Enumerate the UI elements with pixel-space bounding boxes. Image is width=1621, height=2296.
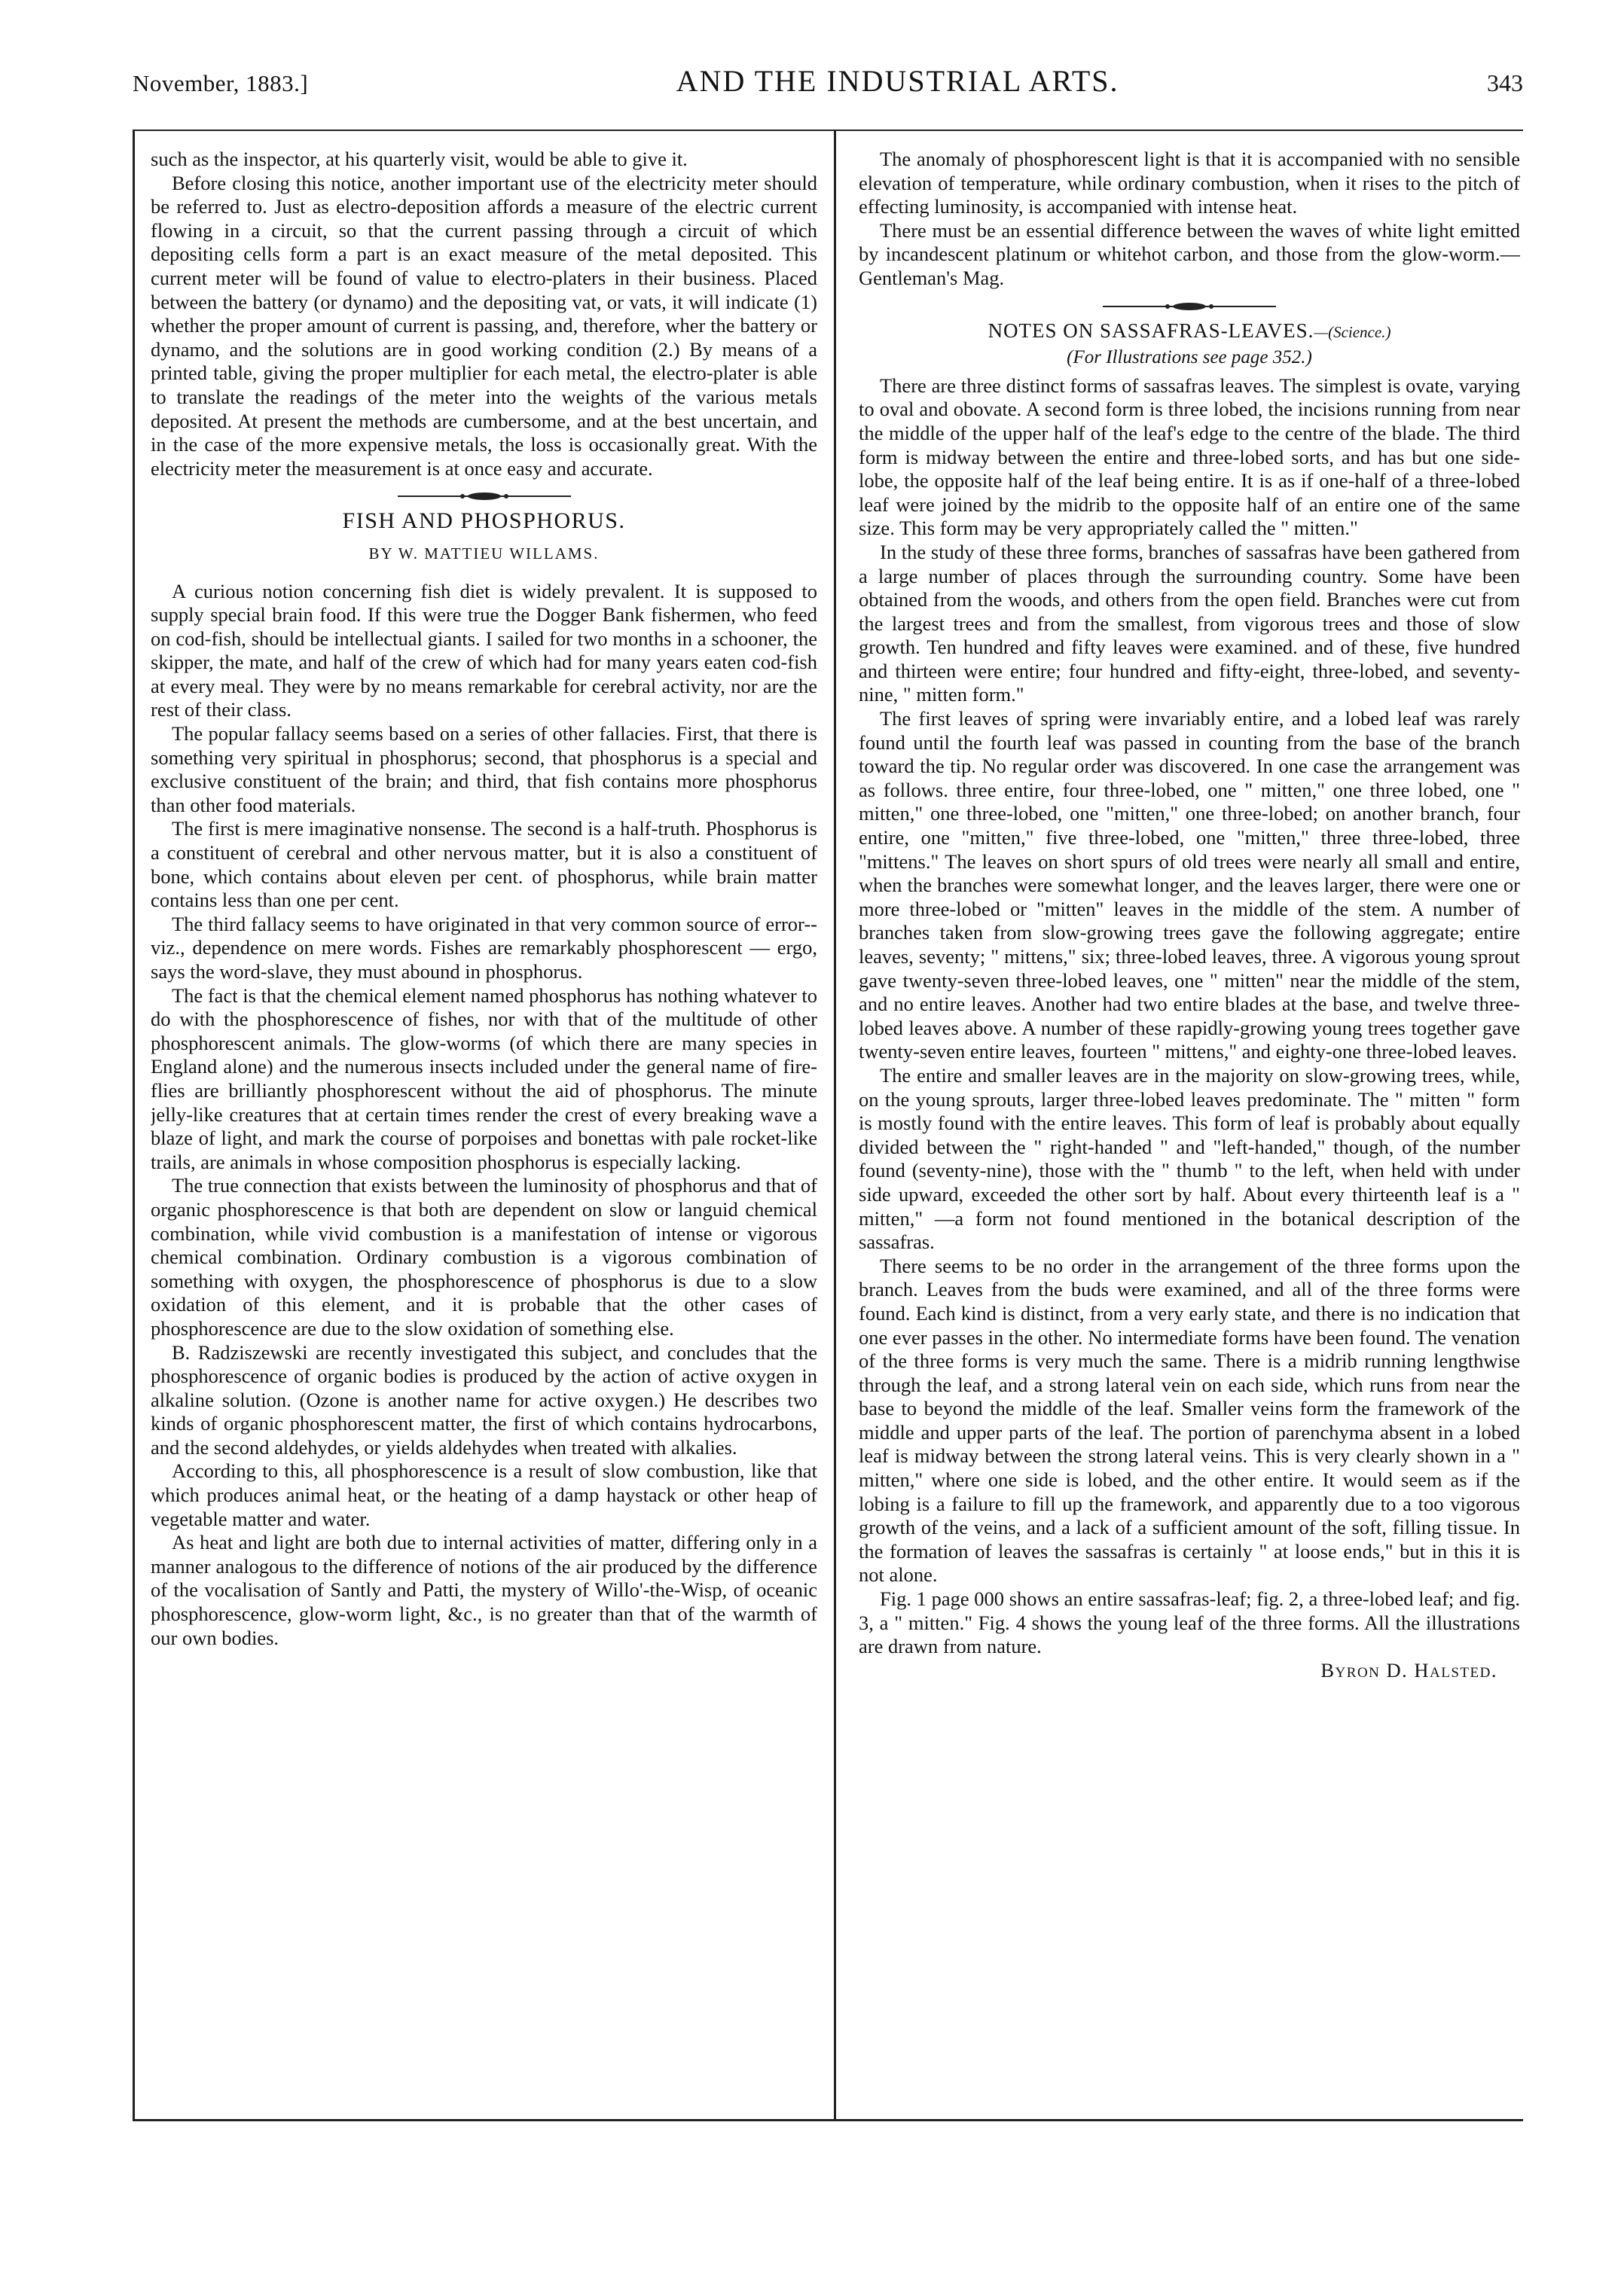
paragraph: There seems to be no order in the arrangement of the three forms upon the branch. Leaves from the buds were examined, and all of the three forms were found. Each kind is distinct, from a very early state, and there is no indication that one ever passes in the other. No intermediate forms have been found. The venation of the three forms is very much the same. There is a midrib running lengthwise through the leaf, and a strong lateral vein on each side, which runs from near the base to beyond the middle of the leaf. Smaller veins form the framework of the middle and upper parts of the leaf. The portion of parenchyma absent in a lobed leaf is midway between the strong lateral veins. This is very clearly shown in a " mitten," where one side is lobed, and the other entire. It would seem as if the lobing is a failure to fill up the framework, and apparently due to a too vigorous growth of the veins, and a lack of a sufficient amount of the soft, filling tissue. In the formation of leaves the sassafras is certainly " at loose ends," but in this it is not alone. <box>859 1254 1520 1587</box>
right-column <box>859 148 1520 2113</box>
paragraph: The true connection that exists between the luminosity of phosphorus and that of organic phosphorescence is that both are dependent on slow or languid chemical combination, while vivid combustion is a manifestation of intense or vigorous chemical combination. Ordinary combustion is a vigorous combination of something with oxygen, the phosphorescence of phosphorus is due to a slow oxidation of this element, and it is probable that the other cases of phosphorescence are due to the slow oxidation of something else. <box>151 1174 817 1340</box>
paragraph: Fig. 1 page 000 shows an entire sassafras-leaf; fig. 2, a three-lobed leaf; and fig. 3, a " mitten." Fig. 4 shows the young leaf of the three forms. All the illustrations are drawn from nature. <box>859 1587 1520 1658</box>
article-source: —(Science.) <box>1314 322 1391 341</box>
article-title-text: NOTES ON SASSAFRAS-LEAVES. <box>988 319 1314 342</box>
ornamental-divider <box>1103 301 1276 312</box>
paragraph: The first is mere imaginative nonsense. The second is a half-truth. Phosphorus is a constituent of cerebral and other nervous matter, but it is also a constituent of bone, which contains about eleven per cent. of phosphorus, while brain matter contains less than one per cent. <box>151 817 817 912</box>
frame-top-rule <box>133 130 1523 131</box>
paragraph: In the study of these three forms, branches of sassafras have been gathered from a large number of places through the surrounding country. Some have been obtained from the woods, and others from the open field. Branches were cut from the largest trees and from the smallest, from vigorous trees and those of slow growth. Ten hundred and fifty leaves were examined. and of these, five hundred and thirteen were entire; four hundred and fifty-eight, three-lobed, and seventy-nine, " mitten form." <box>859 540 1520 706</box>
paragraph: Before closing this notice, another important use of the electricity meter should be referred to. Just as electro-deposition affords a measure of the electric current flowing in a circuit, so that the current passing through a circuit of which depositing cells form a part is an exact measure of the metal deposited. This current meter will be found of value to electro-platers in their business. Placed between the battery (or dynamo) and the depositing vat, or vats, it will indicate (1) whether the proper amount of current is passing, and, therefore, wher the battery or dynamo, and the solutions are in good working condition (2.) By means of a printed table, giving the proper multiplier for each metal, the electro-plater is able to translate the readings of the meter into the weights of the various metals deposited. At present the methods are cumbersome, and at the best uncertain, and in the case of the more expensive metals, the loss is occasionally great. With the electricity meter the measurement is at once easy and accurate. <box>151 171 817 480</box>
paragraph: A curious notion concerning fish diet is widely prevalent. It is supposed to supply special brain food. If this were true the Dogger Bank fishermen, who feed on cod-fish, should be intellectual giants. I sailed for two months in a schooner, the skipper, the mate, and half of the crew of which had for many years eaten cod-fish at every meal. They were by no means remarkable for cerebral activity, nor are the rest of their class. <box>151 579 817 721</box>
paragraph: There are three distinct forms of sassafras leaves. The simplest is ovate, varying to oval and obovate. A second form is three lobed, the incisions running from near the middle of the upper half of the leaf's edge to the centre of the blade. The third form is midway between the entire and three-lobed sorts, and has but one side-lobe, the opposite half of the leaf being entire. It is as if one-half of a three-lobed leaf were joined by the midrib to the opposite half of an entire one of the same size. This form may be very appropriately called the " mitten." <box>859 374 1520 540</box>
paragraph: The fact is that the chemical element named phosphorus has nothing whatever to do with the phosphorescence of fishes, nor with that of the multitude of other phosphorescent animals. The glow-worms (of which there are many species in England alone) and the numerous insects included under the general name of fire-flies are brilliantly phosphorescent without the aid of phosphorus. The minute jelly-like creatures that at certain times render the crest of every breaking wave a blaze of light, and mark the course of porpoises and bonettas with pale rocket-like trails, are animals in whose composition phosphorus is especially lacking. <box>151 983 817 1173</box>
article-signature: Byron D. Halsted. <box>1320 1658 1497 1682</box>
paragraph: According to this, all phosphorescence is a result of slow combustion, like that which produces animal heat, or the heating of a damp haystack or other heap of vegetable matter and water. <box>151 1459 817 1530</box>
article-subhead: (For Illustrations see page 352.) <box>1067 347 1312 368</box>
article-title <box>859 319 1520 345</box>
running-head <box>133 63 1523 116</box>
paragraph: There must be an essential difference between the waves of white light emitted by incandescent platinum or whitehot carbon, and those from the glow-worm.—Gentleman's Mag. <box>859 218 1520 289</box>
paragraph: such as the inspector, at his quarterly visit, would be able to give it. <box>151 148 688 170</box>
paragraph: As heat and light are both due to internal activities of matter, differing only in a manner analogous to the difference of notions of the air produced by the difference of the vocalisation of Santly and Patti, the mystery of Willo'-the-Wisp, of oceanic phosphorescence, glow-worm light, &c., is no greater than that of the warmth of our own bodies. <box>151 1531 817 1649</box>
page-number: 343 <box>1486 69 1523 96</box>
header-title: AND THE INDUSTRIAL ARTS. <box>676 64 1119 98</box>
paragraph: The popular fallacy seems based on a series of other fallacies. First, that there is something very spiritual in phosphorus; second, that phosphorus is a special and exclusive constituent of the brain; and third, that fish contains more phosphorus than other food materials. <box>151 722 817 816</box>
header-date: November, 1883.] <box>133 70 309 96</box>
paragraph: The first leaves of spring were invariably entire, and a lobed leaf was rarely found until the fourth leaf was passed in counting from the base of the branch toward the tip. No regular order was discovered. In one case the arrangement was as follows. three entire, four three-lobed, one " mitten," one three lobed, one " mitten," one three-lobed, one "mitten," one three-lobed; on another branch, four entire, one "mitten," five three-lobed, one "mitten," three three-lobed, three "mittens." The leaves on short spurs of old trees were nearly all small and entire, when the branches were somewhat longer, and the leaves larger, there were one or more three-lobed or "mitten" leaves in the middle of the stem. A number of branches taken from slow-growing trees gave the following aggregate; entire leaves, seventy; " mittens," six; three-lobed leaves, three. A vigorous young sprout gave twenty-seven three-lobed leaves, one " mitten" near the middle of the stem, and no entire leaves. Another had two entire blades at the base, and twelve three-lobed leaves above. A number of these rapidly-growing young trees together gave twenty-seven entire leaves, fourteen " mittens," and eighty-one three-lobed leaves. <box>859 707 1520 1063</box>
paragraph: The entire and smaller leaves are in the majority on slow-growing trees, while, on the young sprouts, larger three-lobed leaves predominate. The " mitten " form is mostly found with the entire leaves. This form of leaf is probably about equally divided between the " right-handed " and "left-handed," though, of the number found (seventy-nine), those with the " thumb " to the left, when held with under side upward, exceeded the other sort by half. About every thirteenth leaf is a " mitten," —a form not found mentioned in the botanical description of the sassafras. <box>859 1063 1520 1254</box>
paragraph: The third fallacy seems to have originated in that very common source of error--viz., dependence on mere words. Fishes are remarkably phosphorescent — ergo, says the word-slave, they must abound in phosphorus. <box>151 912 817 983</box>
paragraph: The anomaly of phosphorescent light is that it is accompanied with no sensible elevation of temperature, while ordinary combustion, when it rises to the pitch of effecting luminosity, is accompanied with intense heat. <box>859 148 1520 218</box>
frame-bottom-rule <box>133 2119 1523 2121</box>
left-column <box>151 148 817 2113</box>
frame-left-rule <box>133 131 135 2121</box>
article-title: FISH AND PHOSPHORUS. <box>342 508 626 534</box>
paragraph: B. Radziszewski are recently investigated this subject, and concludes that the phosphorescence of organic bodies is produced by the action of active oxygen in alkaline solution. (Ozone is another name for active oxygen.) He describes two kinds of organic phosphorescent matter, the first of which contains hydrocarbons, and the second aldehydes, or yields aldehydes when treated with alkalies. <box>151 1340 817 1459</box>
ornamental-divider <box>398 491 571 502</box>
column-divider <box>834 131 836 2121</box>
article-byline: BY W. MATTIEU WILLAMS. <box>368 544 600 563</box>
